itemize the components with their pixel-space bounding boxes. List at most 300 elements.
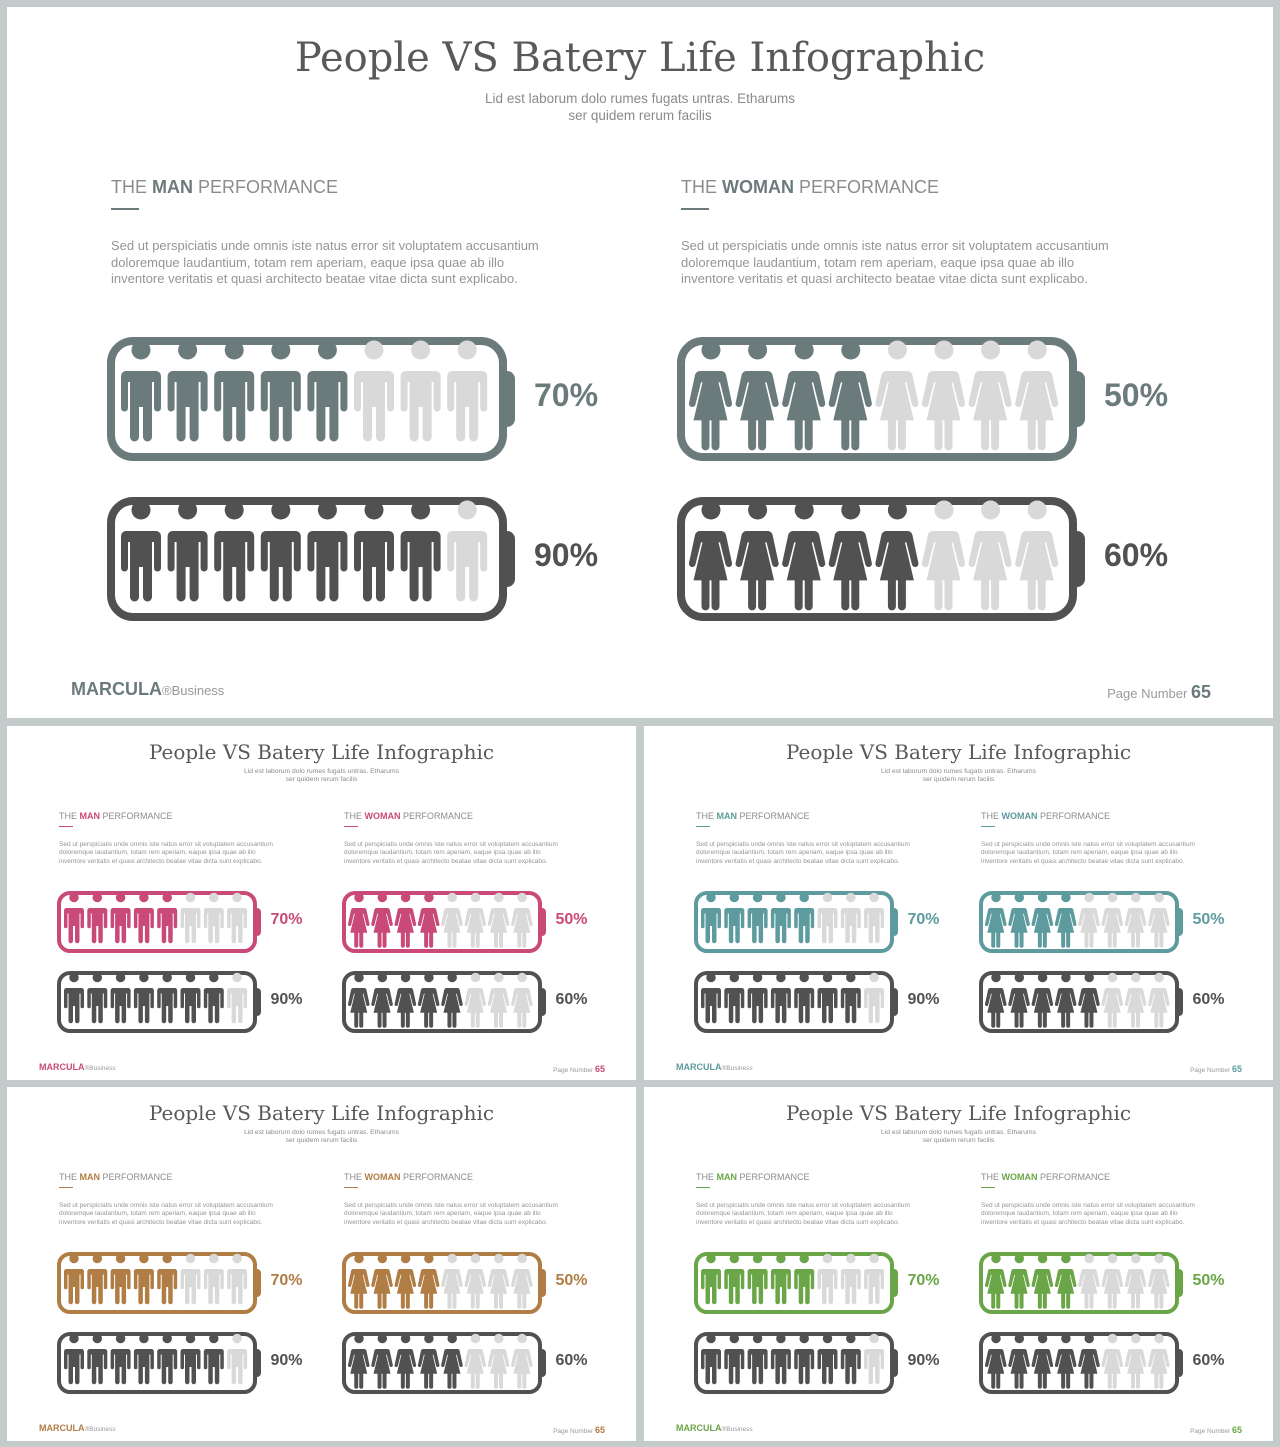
woman-person-icon <box>1101 893 1123 948</box>
man-person-icon <box>724 1334 744 1385</box>
man-person-icon <box>794 893 814 944</box>
man-person-icon <box>701 1254 721 1305</box>
man-section-title <box>696 811 910 821</box>
slide-brown <box>7 1087 636 1441</box>
man-performance-section <box>59 811 273 866</box>
man-person-icon <box>748 1334 768 1385</box>
body-line: Sed ut perspiciatis unde omnis iste natus error sit voluptatem accusantium <box>59 1202 273 1209</box>
battery-woman_top-graphic <box>342 1252 546 1314</box>
battery-woman_top <box>979 891 1183 958</box>
woman-person-icon <box>348 1254 370 1309</box>
body-line: doloremque laudantium, totam rem aperiam, eaque ipsa quae ab illo <box>696 1210 893 1218</box>
slide-pink <box>7 726 636 1080</box>
man-person-icon <box>121 501 161 602</box>
body-line: doloremque laudantium, totam rem aperiam, eaque ipsa quae ab illo <box>59 849 256 857</box>
man-person-icon <box>307 501 347 602</box>
woman-person-icon <box>1101 1254 1123 1309</box>
man-person-icon <box>227 1254 247 1305</box>
brand-suffix: ®Business <box>84 1065 116 1072</box>
battery-man_bottom <box>57 971 261 1038</box>
section-underline <box>696 826 710 827</box>
slide-main <box>7 7 1273 718</box>
man-person-icon <box>181 1334 201 1385</box>
battery-woman_bottom-percent: 60% <box>1104 537 1169 573</box>
title-prefix: THE <box>681 177 723 197</box>
battery-man_bottom-percent: 90% <box>907 1352 940 1369</box>
battery-man_top-percent: 70% <box>270 911 303 928</box>
title-bold: WOMAN <box>364 1172 401 1182</box>
woman-person-icon <box>1055 973 1077 1028</box>
battery-woman_bottom-graphic <box>342 1332 546 1394</box>
man-person-icon <box>261 341 301 442</box>
body-line: Sed ut perspiciatis unde omnis iste natus error sit voluptatem accusantium <box>681 238 1109 253</box>
brand-logo <box>39 1062 116 1072</box>
body-line: inventore veritatis et quasi architecto beatae vitae dicta sunt explicabo. <box>696 857 900 865</box>
man-person-icon <box>864 1254 884 1305</box>
man-person-icon <box>447 341 487 442</box>
title-prefix: THE <box>59 1172 80 1182</box>
woman-person-icon <box>464 893 486 948</box>
title-suffix: PERFORMANCE <box>737 811 810 821</box>
slide-title: People VS Batery Life Infographic <box>148 740 495 764</box>
man-section-body <box>59 1202 273 1227</box>
woman-person-icon <box>875 341 918 451</box>
woman-person-icon <box>969 501 1012 611</box>
woman-person-icon <box>922 501 965 611</box>
woman-person-icon <box>782 501 825 611</box>
man-person-icon <box>204 1334 224 1385</box>
battery-woman_top-percent: 50% <box>555 911 588 928</box>
woman-section-title <box>344 1172 558 1182</box>
man-person-icon <box>181 893 201 944</box>
section-underline <box>59 826 73 827</box>
man-performance-section <box>696 1172 910 1227</box>
page-label: Page Number <box>1190 1427 1232 1435</box>
man-person-icon <box>841 973 861 1024</box>
man-person-icon <box>134 1334 154 1385</box>
brand-logo <box>676 1423 753 1433</box>
woman-person-icon <box>1032 893 1054 948</box>
slide-teal <box>644 726 1273 1080</box>
man-person-icon <box>771 893 791 944</box>
woman-person-icon <box>488 1334 510 1389</box>
subtitle-line: Lid est laborum dolo rumes fugats untras. Etharums <box>244 768 399 775</box>
battery-man_top-graphic <box>57 891 261 953</box>
woman-section-title <box>681 177 1109 198</box>
man-section-title <box>59 1172 273 1182</box>
battery-man_bottom-percent: 90% <box>907 991 940 1008</box>
battery-woman_top-graphic <box>979 1252 1183 1314</box>
battery-man_bottom-percent: 90% <box>534 537 599 573</box>
man-person-icon <box>748 973 768 1024</box>
battery-man_bottom-percent: 90% <box>270 991 303 1008</box>
man-person-icon <box>864 973 884 1024</box>
section-underline <box>59 1187 73 1188</box>
slide-title: People VS Batery Life Infographic <box>785 740 1132 764</box>
man-person-icon <box>818 893 838 944</box>
battery-man_bottom <box>694 1332 898 1399</box>
page-label: Page Number <box>553 1427 595 1435</box>
woman-person-icon <box>1125 1334 1147 1389</box>
page-number <box>553 1064 605 1074</box>
woman-person-icon <box>464 1254 486 1309</box>
woman-person-icon <box>1078 973 1100 1028</box>
woman-person-icon <box>348 1334 370 1389</box>
man-person-icon <box>864 1334 884 1385</box>
woman-person-icon <box>1015 341 1058 451</box>
woman-person-icon <box>348 893 370 948</box>
man-section-body <box>59 841 273 866</box>
page-number <box>1190 1425 1242 1435</box>
title-suffix: PERFORMANCE <box>100 1172 173 1182</box>
woman-person-icon <box>1125 893 1147 948</box>
battery-woman_bottom-percent: 60% <box>555 991 588 1008</box>
title-bold: WOMAN <box>1001 811 1038 821</box>
slide-subtitle <box>7 1129 636 1146</box>
body-line: doloremque laudantium, totam rem aperiam, eaque ipsa quae ab illo <box>681 254 1075 270</box>
title-bold: WOMAN <box>722 177 794 197</box>
man-person-icon <box>771 1334 791 1385</box>
title-prefix: THE <box>111 177 153 197</box>
slide-green <box>644 1087 1273 1441</box>
woman-person-icon <box>829 341 872 451</box>
subtitle-line: Lid est laborum dolo rumes fugats untras. Etharums <box>485 91 795 106</box>
man-person-icon <box>87 973 107 1024</box>
page-label: Page Number <box>1107 686 1191 701</box>
man-person-icon <box>168 501 208 602</box>
battery-man_top-graphic <box>57 1252 261 1314</box>
battery-woman_top-percent: 50% <box>555 1272 588 1289</box>
battery-woman_bottom-graphic <box>979 1332 1183 1394</box>
woman-person-icon <box>1101 973 1123 1028</box>
man-person-icon <box>841 1254 861 1305</box>
subtitle-line: Lid est laborum dolo rumes fugats untras. Etharums <box>881 768 1036 775</box>
title-bold: WOMAN <box>1001 1172 1038 1182</box>
man-performance-section <box>696 811 910 866</box>
battery-woman_top <box>342 891 546 958</box>
brand-suffix: ®Business <box>161 683 225 698</box>
battery-woman_top-percent: 50% <box>1192 1272 1225 1289</box>
page-number <box>1107 682 1211 703</box>
woman-person-icon <box>1078 1334 1100 1389</box>
woman-person-icon <box>689 341 732 451</box>
battery-man_top-percent: 70% <box>270 1272 303 1289</box>
battery-woman_top-graphic <box>342 891 546 953</box>
woman-person-icon <box>395 1334 417 1389</box>
battery-man_top <box>107 337 515 466</box>
battery-man_top <box>694 1252 898 1319</box>
woman-person-icon <box>348 973 370 1028</box>
man-person-icon <box>794 973 814 1024</box>
man-person-icon <box>87 893 107 944</box>
title-prefix: THE <box>981 1172 1002 1182</box>
brand-suffix: ®Business <box>84 1426 116 1433</box>
brand-name: MARCULA <box>39 1423 85 1433</box>
man-person-icon <box>204 973 224 1024</box>
battery-woman_top-percent: 50% <box>1192 911 1225 928</box>
battery-woman_top-graphic <box>677 337 1085 461</box>
battery-man_bottom <box>694 971 898 1038</box>
body-line: inventore veritatis et quasi architecto beatae vitae dicta sunt explicabo. <box>981 857 1185 865</box>
woman-person-icon <box>922 341 965 451</box>
woman-person-icon <box>736 501 779 611</box>
battery-man_top <box>694 891 898 958</box>
woman-person-icon <box>395 1254 417 1309</box>
title-bold: MAN <box>152 177 194 197</box>
slide-subtitle <box>7 91 1273 125</box>
woman-person-icon <box>371 1334 393 1389</box>
battery-man_top-percent: 70% <box>907 911 940 928</box>
brand-logo <box>676 1062 753 1072</box>
body-line: doloremque laudantium, totam rem aperiam, eaque ipsa quae ab illo <box>696 849 893 857</box>
battery-woman_bottom-graphic <box>342 971 546 1033</box>
battery-woman_bottom-percent: 60% <box>1192 991 1225 1008</box>
battery-man_bottom-graphic <box>694 1332 898 1394</box>
page-number <box>553 1425 605 1435</box>
man-section-title <box>59 811 273 821</box>
woman-person-icon <box>511 1254 533 1309</box>
woman-section-body <box>344 1202 558 1227</box>
body-line: Sed ut perspiciatis unde omnis iste natus error sit voluptatem accusantium <box>111 238 539 253</box>
subtitle-line: ser quidem rerum facilis <box>285 776 358 784</box>
woman-section-body <box>344 841 558 866</box>
woman-person-icon <box>1008 1334 1030 1389</box>
body-line: inventore veritatis et quasi architecto beatae vitae dicta sunt explicabo. <box>696 1218 900 1226</box>
battery-woman_bottom-percent: 60% <box>1192 1352 1225 1369</box>
man-person-icon <box>748 893 768 944</box>
woman-person-icon <box>511 893 533 948</box>
battery-man_bottom <box>57 1332 261 1399</box>
title-prefix: THE <box>696 1172 717 1182</box>
woman-performance-section <box>344 1172 558 1227</box>
man-person-icon <box>771 1254 791 1305</box>
man-person-icon <box>354 501 394 602</box>
woman-performance-section <box>981 811 1195 866</box>
body-line: inventore veritatis et quasi architecto beatae vitae dicta sunt explicabo. <box>111 271 518 286</box>
body-line: doloremque laudantium, totam rem aperiam, eaque ipsa quae ab illo <box>981 849 1178 857</box>
battery-man_bottom-graphic <box>57 1332 261 1394</box>
battery-woman_bottom-percent: 60% <box>555 1352 588 1369</box>
page-label: Page Number <box>1190 1066 1232 1074</box>
woman-person-icon <box>488 893 510 948</box>
brand-name: MARCULA <box>39 1062 85 1072</box>
woman-person-icon <box>969 341 1012 451</box>
man-person-icon <box>121 341 161 442</box>
body-line: inventore veritatis et quasi architecto beatae vitae dicta sunt explicabo. <box>59 857 263 865</box>
woman-person-icon <box>1055 1254 1077 1309</box>
man-person-icon <box>87 1254 107 1305</box>
body-line: doloremque laudantium, totam rem aperiam, eaque ipsa quae ab illo <box>344 849 541 857</box>
body-line: doloremque laudantium, totam rem aperiam, eaque ipsa quae ab illo <box>59 1210 256 1218</box>
man-person-icon <box>261 501 301 602</box>
title-suffix: PERFORMANCE <box>100 811 173 821</box>
woman-section-title <box>981 811 1195 821</box>
woman-person-icon <box>985 973 1007 1028</box>
body-line: inventore veritatis et quasi architecto beatae vitae dicta sunt explicabo. <box>344 1218 548 1226</box>
brand-logo <box>39 1423 116 1433</box>
subtitle-line: ser quidem rerum facilis <box>922 776 995 784</box>
woman-person-icon <box>1148 1334 1170 1389</box>
woman-person-icon <box>1032 1254 1054 1309</box>
body-line: doloremque laudantium, totam rem aperiam, eaque ipsa quae ab illo <box>981 1210 1178 1218</box>
body-line: Sed ut perspiciatis unde omnis iste natus error sit voluptatem accusantium <box>59 841 273 848</box>
body-line: Sed ut perspiciatis unde omnis iste natus error sit voluptatem accusantium <box>696 841 910 848</box>
battery-woman_top-percent: 50% <box>1104 377 1169 413</box>
woman-person-icon <box>441 1334 463 1389</box>
battery-woman_top <box>342 1252 546 1319</box>
battery-man_bottom-percent: 90% <box>270 1352 303 1369</box>
title-prefix: THE <box>344 811 365 821</box>
woman-person-icon <box>1078 893 1100 948</box>
man-person-icon <box>157 1254 177 1305</box>
brand-suffix: ®Business <box>721 1426 753 1433</box>
woman-person-icon <box>418 1254 440 1309</box>
man-person-icon <box>64 1254 84 1305</box>
battery-man_top-percent: 70% <box>534 377 599 413</box>
battery-man_bottom-graphic <box>694 971 898 1033</box>
battery-man_top-graphic <box>107 337 515 461</box>
woman-person-icon <box>441 1254 463 1309</box>
woman-person-icon <box>511 973 533 1028</box>
page-value: 65 <box>1231 1424 1242 1435</box>
man-person-icon <box>794 1334 814 1385</box>
woman-performance-section <box>344 811 558 866</box>
man-person-icon <box>111 893 131 944</box>
subtitle-line: Lid est laborum dolo rumes fugats untras. Etharums <box>244 1129 399 1136</box>
title-prefix: THE <box>696 811 717 821</box>
slide-subtitle <box>7 768 636 785</box>
woman-performance-section <box>981 1172 1195 1227</box>
man-performance-section <box>59 1172 273 1227</box>
brand-suffix: ®Business <box>721 1065 753 1072</box>
woman-person-icon <box>1008 1254 1030 1309</box>
battery-man_bottom-graphic <box>57 971 261 1033</box>
battery-woman_top <box>677 337 1085 466</box>
woman-person-icon <box>1125 1254 1147 1309</box>
man-person-icon <box>724 1254 744 1305</box>
man-person-icon <box>447 501 487 602</box>
man-section-title <box>111 177 539 198</box>
man-person-icon <box>701 893 721 944</box>
battery-man_top-graphic <box>694 1252 898 1314</box>
man-person-icon <box>181 1254 201 1305</box>
brand-logo <box>71 679 224 700</box>
woman-person-icon <box>1008 893 1030 948</box>
woman-person-icon <box>488 973 510 1028</box>
brand-name: MARCULA <box>71 679 162 699</box>
woman-performance-section <box>681 177 1109 288</box>
title-bold: MAN <box>716 1172 738 1182</box>
woman-section-title <box>344 811 558 821</box>
woman-person-icon <box>441 893 463 948</box>
section-underline <box>981 1187 995 1188</box>
body-line: Sed ut perspiciatis unde omnis iste natus error sit voluptatem accusantium <box>981 1202 1195 1209</box>
slide-subtitle <box>644 1129 1273 1146</box>
section-underline <box>681 208 709 210</box>
battery-woman_bottom <box>342 971 546 1038</box>
woman-person-icon <box>1148 893 1170 948</box>
body-line: inventore veritatis et quasi architecto beatae vitae dicta sunt explicabo. <box>981 1218 1185 1226</box>
title-prefix: THE <box>981 811 1002 821</box>
man-person-icon <box>701 1334 721 1385</box>
woman-person-icon <box>371 893 393 948</box>
man-person-icon <box>771 973 791 1024</box>
page-value: 65 <box>594 1063 605 1074</box>
man-person-icon <box>157 893 177 944</box>
woman-person-icon <box>418 1334 440 1389</box>
title-bold: MAN <box>79 811 101 821</box>
woman-section-title <box>981 1172 1195 1182</box>
woman-person-icon <box>441 973 463 1028</box>
woman-person-icon <box>1125 973 1147 1028</box>
slide-title: People VS Batery Life Infographic <box>294 35 986 81</box>
man-person-icon <box>841 893 861 944</box>
man-person-icon <box>401 501 441 602</box>
woman-person-icon <box>1078 1254 1100 1309</box>
man-person-icon <box>701 973 721 1024</box>
woman-person-icon <box>488 1254 510 1309</box>
man-person-icon <box>227 1334 247 1385</box>
battery-woman_top-graphic <box>979 891 1183 953</box>
body-line: doloremque laudantium, totam rem aperiam, eaque ipsa quae ab illo <box>344 1210 541 1218</box>
slide-title: People VS Batery Life Infographic <box>148 1101 495 1125</box>
woman-person-icon <box>511 1334 533 1389</box>
man-person-icon <box>111 1254 131 1305</box>
woman-person-icon <box>985 1334 1007 1389</box>
page-value: 65 <box>1231 1063 1242 1074</box>
man-person-icon <box>748 1254 768 1305</box>
woman-person-icon <box>371 1254 393 1309</box>
title-suffix: PERFORMANCE <box>1037 1172 1111 1182</box>
battery-woman_top <box>979 1252 1183 1319</box>
man-person-icon <box>157 1334 177 1385</box>
woman-person-icon <box>782 341 825 451</box>
man-person-icon <box>401 341 441 442</box>
man-person-icon <box>134 1254 154 1305</box>
man-person-icon <box>87 1334 107 1385</box>
man-person-icon <box>227 893 247 944</box>
man-person-icon <box>181 973 201 1024</box>
section-underline <box>344 1187 358 1188</box>
woman-person-icon <box>985 893 1007 948</box>
woman-person-icon <box>1101 1334 1123 1389</box>
woman-person-icon <box>736 341 779 451</box>
body-line: inventore veritatis et quasi architecto beatae vitae dicta sunt explicabo. <box>59 1218 263 1226</box>
battery-woman_bottom-graphic <box>979 971 1183 1033</box>
body-line: inventore veritatis et quasi architecto beatae vitae dicta sunt explicabo. <box>681 271 1088 286</box>
slide-subtitle <box>644 768 1273 785</box>
woman-person-icon <box>1015 501 1058 611</box>
slide-title: People VS Batery Life Infographic <box>785 1101 1132 1125</box>
title-prefix: THE <box>344 1172 365 1182</box>
woman-person-icon <box>985 1254 1007 1309</box>
woman-person-icon <box>418 973 440 1028</box>
subtitle-line: Lid est laborum dolo rumes fugats untras. Etharums <box>881 1129 1036 1136</box>
brand-name: MARCULA <box>676 1062 722 1072</box>
woman-person-icon <box>1008 973 1030 1028</box>
title-suffix: PERFORMANCE <box>794 177 940 197</box>
man-person-icon <box>214 341 254 442</box>
battery-man_top-graphic <box>694 891 898 953</box>
woman-section-body <box>681 238 1109 288</box>
section-underline <box>981 826 995 827</box>
page-label: Page Number <box>553 1066 595 1074</box>
subtitle-line: ser quidem rerum facilis <box>285 1137 358 1145</box>
man-section-body <box>111 238 539 288</box>
battery-woman_bottom <box>979 971 1183 1038</box>
man-person-icon <box>204 893 224 944</box>
battery-man_top <box>57 891 261 958</box>
